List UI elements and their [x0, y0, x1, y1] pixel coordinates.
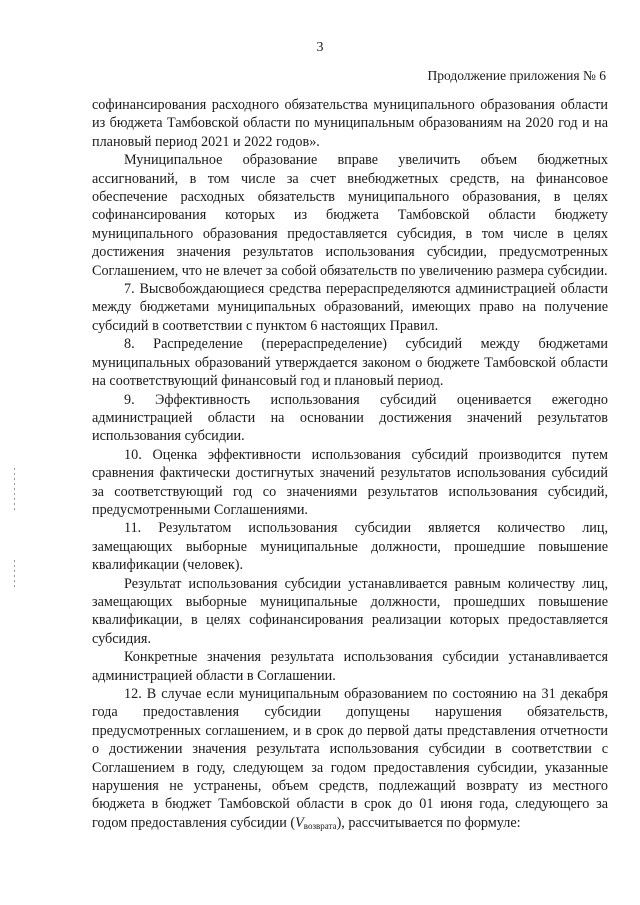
paragraph-12-ending: ), рассчитывается по формуле:	[336, 814, 521, 831]
document-body	[92, 96, 608, 835]
appendix-continuation-note: Продолжение приложения № 6	[427, 68, 606, 83]
margin-scan-mark	[14, 560, 15, 590]
paragraph-8: 8. Распределение (перераспределение) субсидий между бюджетами муниципальных образований утверждается законом о бюджете Тамбовской области на соответствующий финансовый год и плановый период.	[92, 336, 608, 390]
formula-variable: V	[295, 814, 304, 831]
paragraph-12	[92, 685, 608, 835]
page-number: 3	[316, 40, 324, 55]
formula-variable-subscript: возврата	[303, 820, 337, 831]
paragraph-9: 9. Эффективность использования субсидий оценивается ежегодно администрацией области на основании достижения значений результатов использования субсидии.	[92, 391, 608, 445]
paragraph-10: 10. Оценка эффективности использования субсидий производится путем сравнения фактически достигнутых значений результатов использования субсидий за соответствующий год со значениями результатов использования субсидий, предусмотренными Соглашениями.	[92, 446, 608, 518]
paragraph-specific-values: Конкретные значения результата использования субсидии устанавливается администрацией области в Соглашении.	[92, 649, 608, 684]
paragraph-result-equal: Результат использования субсидии устанавливается равным количеству лиц, замещающих выборные муниципальные должности, прошедших повышение квалификации, в целях софинансирования реализации которых предоставляется субсидия.	[92, 575, 608, 647]
paragraph-12-text: 12. В случае если муниципальным образованием по состоянию на 31 декабря года предоставления субсидии допущены нарушения обязательств, предусмотренных соглашением, и в срок до первой даты представления отчетности о достижении значения результата использования субсидии в соответствии с Соглашением в году, следующем за годом предоставления субсидии, указанные нарушения не устранены, объем средств, подлежащий возврату из местного бюджета в бюджет Тамбовской области в срок до 01 июня года, следующего за годом предоставления субсидии (	[92, 686, 608, 831]
paragraph-7: 7. Высвобождающиеся средства перераспределяются администрацией области между бюджетами муниципальных образований, имеющих право на получение субсидий в соответствии с пунктом 6 настоящих Правил.	[92, 281, 608, 334]
paragraph-continuation: софинансирования расходного обязательства муниципального образования области из бюджета Тамбовской области по муниципальным образованиям на 2020 год и на плановый период 2021 и 2022 годов».	[92, 97, 608, 150]
paragraph-budget-increase: Муниципальное образование вправе увеличить объем бюджетных ассигнований, в том числе за счет внебюджетных средств, на финансовое обеспечение расходных обязательств муниципального образования, в целях софинансирования которых из бюджета Тамбовской области бюджету муниципального образования предоставляется субсидия, в том числе в целях достижения значения результатов использования субсидии, предусмотренных Соглашением, что не влечет за собой обязательств по увеличению размера субсидии.	[92, 152, 608, 279]
paragraph-11: 11. Результатом использования субсидии является количество лиц, замещающих выборные муниципальные должности, прошедшие повышение квалификации (человек).	[92, 520, 608, 574]
margin-scan-mark	[14, 468, 15, 512]
